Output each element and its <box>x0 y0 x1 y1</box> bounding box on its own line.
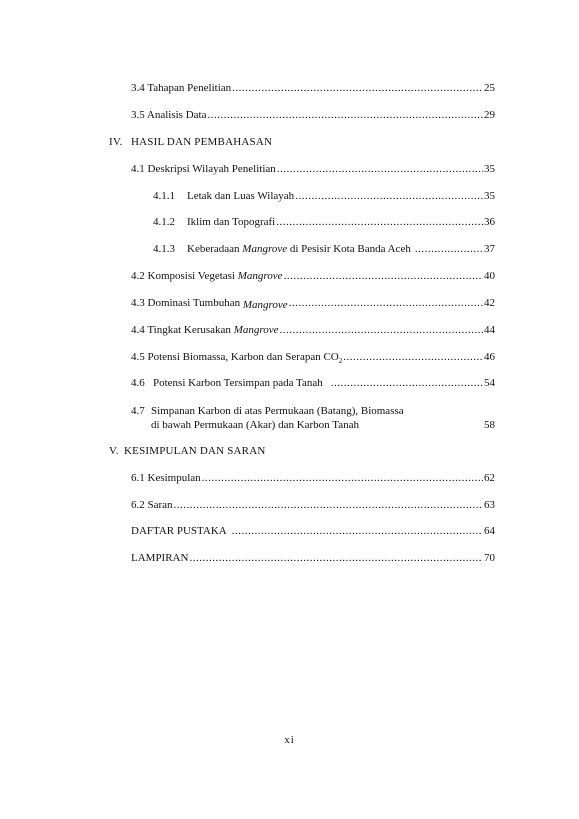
leader-dots <box>289 297 483 310</box>
page-number: 44 <box>484 324 495 336</box>
entry-number: 3.5 <box>131 109 145 121</box>
leader-dots <box>415 243 483 256</box>
page-number: 37 <box>484 243 495 255</box>
entry-number: 4.6 <box>131 377 145 389</box>
leader-dots <box>189 552 483 565</box>
entry-title-italic: Mangrove <box>242 299 288 311</box>
leader-dots <box>277 163 483 176</box>
leader-dots <box>280 324 484 337</box>
toc-entry-3-5 <box>131 109 495 122</box>
entry-title: Deskripsi Wilayah Penelitian <box>147 163 276 175</box>
entry-title: Letak dan Luas Wilayah <box>187 190 295 202</box>
subscript-two: 2 <box>338 357 343 366</box>
toc-entry-4-4 <box>131 324 495 337</box>
entry-number: 4.2 <box>131 270 145 282</box>
entry-number: 6.2 <box>131 499 145 511</box>
leader-dots <box>295 190 483 203</box>
page-number: 63 <box>484 499 495 511</box>
leader-dots <box>207 109 483 122</box>
leader-dots <box>232 82 483 95</box>
toc-entry-4-2 <box>131 270 495 283</box>
leader-dots <box>232 525 483 538</box>
page-number: 62 <box>484 472 495 484</box>
leader-dots <box>202 472 483 485</box>
toc-entry-6-1 <box>131 472 495 485</box>
chapter-number: IV. <box>109 136 123 148</box>
page-number: 35 <box>484 190 495 202</box>
page-number: 36 <box>484 216 495 228</box>
toc-entry-4-1-1 <box>153 190 495 203</box>
entry-title: Potensi Karbon Tersimpan pada Tanah <box>153 377 323 389</box>
entry-number: 4.1.1 <box>153 190 175 202</box>
page-number: 70 <box>484 552 495 564</box>
entry-title: Tahapan Penelitian <box>147 82 232 94</box>
page-number: 58 <box>484 419 495 431</box>
leader-dots <box>284 270 483 283</box>
chapter-title: KESIMPULAN DAN SARAN <box>124 445 266 457</box>
chapter-number: V. <box>109 445 119 457</box>
page-number: 40 <box>484 270 495 282</box>
toc-entry-lampiran <box>131 552 495 565</box>
chapter-heading-iv <box>109 136 272 149</box>
toc-entry-4-5 <box>131 351 495 368</box>
entry-title: Iklim dan Topografi <box>187 216 276 228</box>
entry-number: 4.4 <box>131 324 145 336</box>
entry-title: Analisis Data <box>146 109 207 121</box>
toc-entry-6-2 <box>131 499 495 512</box>
page-number: 35 <box>484 163 495 175</box>
entry-title-italic: Mangrove <box>233 324 279 336</box>
leader-dots <box>331 377 483 390</box>
entry-title: Saran <box>147 499 173 511</box>
entry-number: 4.7 <box>131 405 145 417</box>
entry-line-2 <box>131 418 495 432</box>
toc-entry-4-1-3 <box>153 243 495 256</box>
entry-title: DAFTAR PUSTAKA <box>131 525 227 537</box>
chapter-heading-v <box>109 445 266 458</box>
entry-title: Potensi Biomassa, Karbon dan Serapan CO <box>147 351 339 363</box>
leader-dots <box>343 351 483 364</box>
entry-title: LAMPIRAN <box>131 552 189 564</box>
entry-title: Tingkat Kerusakan <box>147 324 231 336</box>
toc-entry-daftar-pustaka <box>131 525 495 538</box>
entry-title: Simpanan Karbon di atas Permukaan (Batang), Biomassa <box>151 405 404 417</box>
entry-title: Komposisi Vegetasi <box>147 270 235 282</box>
toc-entry-4-6 <box>131 377 495 390</box>
leader-dots <box>174 499 483 512</box>
entry-number: 4.1.2 <box>153 216 175 228</box>
entry-title-italic: Mangrove <box>237 270 283 282</box>
page-number: 25 <box>484 82 495 94</box>
page-footer-number: xi <box>284 734 295 746</box>
entry-title-italic: Mangrove <box>242 243 288 255</box>
entry-number: 4.5 <box>131 351 145 363</box>
entry-title-rest: di Pesisir Kota Banda Aceh <box>289 243 411 255</box>
page-number: 29 <box>484 109 495 121</box>
page-number: 54 <box>484 377 495 389</box>
entry-number: 4.1.3 <box>153 243 175 255</box>
page-number: 42 <box>484 297 495 309</box>
entry-number: 6.1 <box>131 472 145 484</box>
entry-number: 4.3 <box>131 297 145 309</box>
toc-entry-4-1 <box>131 163 495 176</box>
page-number: 46 <box>484 351 495 363</box>
entry-title: Keberadaan <box>187 243 240 255</box>
toc-entry-4-7 <box>131 404 495 432</box>
entry-title: Kesimpulan <box>147 472 201 484</box>
page-number: 64 <box>484 525 495 537</box>
chapter-title: HASIL DAN PEMBAHASAN <box>131 136 273 148</box>
entry-number: 3.4 <box>131 82 145 94</box>
entry-line-1 <box>131 404 495 418</box>
leader-dots <box>276 216 483 229</box>
entry-number: 4.1 <box>131 163 145 175</box>
entry-title: Dominasi Tumbuhan <box>147 297 241 309</box>
toc-entry-4-1-2 <box>153 216 495 229</box>
entry-title-continued: di bawah Permukaan (Akar) dan Karbon Tanah <box>151 419 359 431</box>
toc-entry-4-3 <box>131 297 495 310</box>
toc-entry-3-4 <box>131 82 495 95</box>
